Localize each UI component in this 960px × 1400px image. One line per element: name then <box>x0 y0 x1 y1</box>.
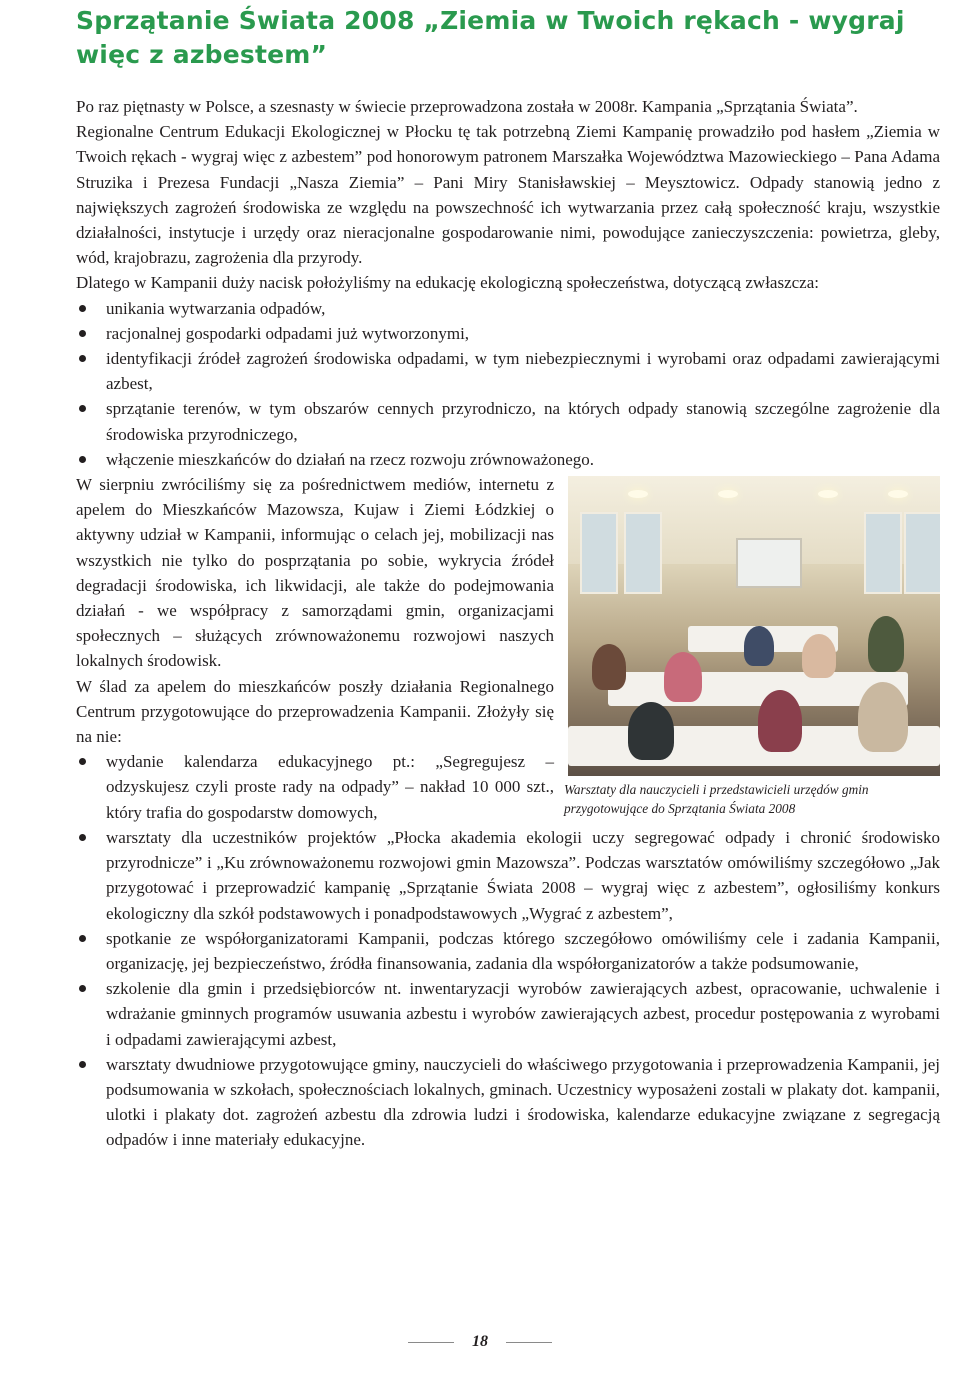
page-number: 18 <box>472 1333 488 1350</box>
activities-list <box>76 749 940 1152</box>
workshop-photo <box>568 476 940 776</box>
paragraph-1: Regionalne Centrum Edukacji Ekologicznej w Płocku tę tak potrzebną Ziemi Kampanię prowadziło pod hasłem „Ziemia w Twoich rękach - wygraj więc z azbestem” pod honorowym patronem Marszałka Województwa Mazowieckiego – Pana Adama Struzika i Prezesa Fundacji „Nasza Ziemia” – Pani Miry Stanisławskiej – Meysztowicz. Odpady stanowią jedno z największych zagrożeń środowiska ze względu na powszechność ich wytwarzania przez całą społeczność kraju, wszystkie działalności, instytucje i urzędy oraz nieracjonalne gospodarowanie nimi, powodujące zanieczyszczenia: powietrza, gleby, wód, krajobrazu, zagrożenia dla przyrody. <box>76 122 940 268</box>
list-item: włączenie mieszkańców do działań na rzecz rozwoju zrównoważonego. <box>76 447 940 472</box>
photo-caption: Warsztaty dla nauczycieli i przedstawicieli urzędów gmin przygotowujące do Sprzątania Świata 2008 <box>564 782 869 817</box>
paragraph-2: Dlatego w Kampanii duży nacisk położyliśmy na edukację ekologiczną społeczeństwa, dotyczącą zwłaszcza: <box>76 273 819 293</box>
list-item: unikania wytwarzania odpadów, <box>76 296 940 321</box>
list-item: identyfikacji źródeł zagrożeń środowiska odpadami, w tym niebezpiecznymi i wyrobami oraz odpadami zawierającymi azbest, <box>76 346 940 396</box>
list-item: warsztaty dwudniowe przygotowujące gminy, nauczycieli do właściwego przygotowania i przeprowadzenia Kampanii, jej podsumowania w szkołach, społecznościach lokalnych, gminach. Uczestnicy wyposażeni zostali w plakaty dot. kampanii, ulotki i plakaty dot. zagrożeń azbestu dla zdrowia ludzi i środowiska, kalendarze edukacyjne związane z segregacją odpadów i inne materiały edukacyjne. <box>76 1052 940 1153</box>
intro-paragraph: Po raz piętnasty w Polsce, a szesnasty w świecie przeprowadzona została w 2008r. Kampania „Sprzątania Świata”. <box>76 97 858 116</box>
footer-rule-right <box>506 1342 552 1343</box>
page-title: Sprzątanie Świata 2008 „Ziemia w Twoich rękach - wygraj więc z azbestem” <box>76 6 905 69</box>
page-footer <box>0 1331 960 1353</box>
list-item: spotkanie ze współorganizatorami Kampanii, podczas którego szczegółowo omówiliśmy cele i zadania Kampanii, organizację, jej bezpieczeństwo, źródła finansowania, zadania dla współorganizatorów a także podsumowanie, <box>76 926 940 976</box>
list-item: warsztaty dla uczestników projektów „Płocka akademia ekologii uczy segregować odpady i chronić środowisko przyrodnicze” i „Ku zrównoważonemu rozwojowi gmin Mazowsza”. Podczas warsztatów omówiliśmy szczegółowo „Jak przygotować i przeprowadzić kampanię „Sprzątanie Świata 2008 – wygraj więc z azbestem”, ogłosiliśmy konkurs ekologiczny dla szkół podstawowych i ponadpodstawowych „Wygrać z azbestem”, <box>76 825 940 926</box>
list-item: szkolenie dla gmin i przedsiębiorców nt. inwentaryzacji wyrobów zawierających azbest, opracowanie, uchwalenie i wdrażanie gminnych programów usuwania azbestu i wyrobów zawierających azbest, procedur postępowania z wyrobami i odpadami zawierającymi azbest, <box>76 976 940 1052</box>
list-item: wydanie kalendarza edukacyjnego pt.: „Segregujesz – odzyskujesz czyli proste rady na odpady” – nakład 10 000 szt., który trafia do gospodarstw domowych, <box>76 749 940 825</box>
paragraph-3-text: W sierpniu zwróciliśmy się za pośrednictwem mediów, internetu z apelem do Mieszkańców Mazowsza, Kujaw i Ziemi Łódzkiej o aktywny udział w Kampanii, informując o celach jej, mobilizacji nas wszystkich nie tylko do posprzątania po sobie, wykrycia źródeł degradacji środowiska, ich likwidacji, ale także do podejmowania działań - we współpracy z samorządami gmin, organizacjami społecznych – służących zrównoważonemu rozwojowi naszych lokalnych środowisk. <box>76 475 554 671</box>
list-item: racjonalnej gospodarki odpadami już wytworzonymi, <box>76 321 940 346</box>
paragraph-4: W ślad za apelem do mieszkańców poszły działania Regionalnego Centrum przygotowujące do przeprowadzenia Kampanii. Złożyły się na nie: <box>76 676 554 747</box>
education-list <box>76 296 940 472</box>
article-body <box>76 94 940 1153</box>
footer-rule-left <box>408 1342 454 1343</box>
list-item: sprzątanie terenów, w tym obszarów cennych przyrodniczo, na których odpady stanowią szczególne zagrożenie dla środowiska przyrodniczego, <box>76 396 940 446</box>
